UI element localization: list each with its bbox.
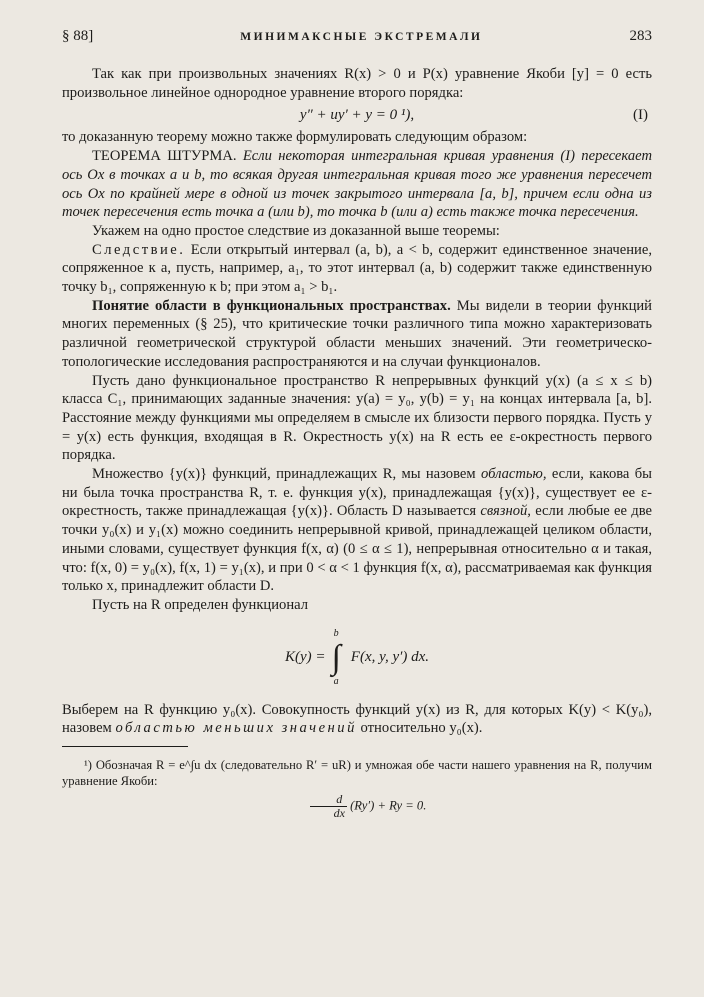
- frac-numerator: d: [336, 792, 343, 807]
- paragraph-lesser-values: [62, 701, 652, 738]
- theorem-statement: Если некоторая интегральная кривая уравнения (I) пересекает ось Ox в точках a и b, то всякая другая интегральная кривая того же уравнения пересечет ось Ox по крайней мере в одной из точек закрытого интервала [a, b], причем если одна из точек пересечения есть точка a (или b), то точка b (или a) есть также точка пересечения.: [62, 148, 652, 221]
- formula-body: y″ + uy′ + y = 0 ¹),: [299, 107, 415, 124]
- integral-symbol: ∫: [331, 638, 341, 676]
- paragraph-restate: то доказанную теорему можно также формулировать следующим образом:: [62, 129, 528, 146]
- footnote-equation-body: (Ry′) + Ry = 0.: [350, 798, 427, 813]
- lower-limit: a: [333, 675, 339, 687]
- integral-sign: [331, 628, 340, 688]
- term-lesser-values: областью меньших значений: [115, 720, 357, 737]
- region-def-part3: если любые ее две точки y₀(x) и y₁(x) можно соединить непрерывной кривой, принадлежащей целиком области, иными словами, существует функция f(x, α) (0 ≤ α ≤ 1), непрерывная относительно α и такая, что: f(x, 0) = y₀(x), f(x, 1) = y₁(x), и при 0 < α < 1 функция f(x, α), рассматриваемая как функция только x, принадлежит области D.: [62, 503, 652, 595]
- integrand: F(x, y, y′) dx.: [350, 649, 430, 666]
- body-text: [62, 65, 652, 738]
- paragraph-corollary-intro: Укажем на одно простое следствие из доказанной выше теоремы:: [92, 222, 500, 239]
- theorem-title: ТЕОРЕМА ШТУРМА.: [92, 148, 237, 165]
- page-number: 283: [629, 28, 652, 44]
- paragraph-function-space: Пусть дано функциональное пространство R непрерывных функций y(x) (a ≤ x ≤ b) класса C₁, принимающих заданные значения: y(a) = y₀, y(b) = y₁ на концах интервала [a, b]. Расстояние между функциями мы определяем в смысле их близости первого порядка. Пусть y = y(x) есть функция, входящая в R. Окрестность y(x) на R есть ее ε-окрестность первого порядка.: [62, 372, 652, 464]
- lesser-values-part1: Выберем на R функцию y₀(x). Совокупность функций y(x) из R, для которых K(y) < K(y₀), назовем: [62, 701, 652, 737]
- theorem-sturm: [62, 147, 652, 222]
- corollary: [62, 241, 652, 297]
- section-domain: [62, 297, 652, 372]
- term-region: областью,: [480, 466, 547, 483]
- section-heading: Понятие области в функциональных пространствах.: [92, 297, 451, 314]
- footnote-divider: [62, 746, 188, 747]
- footnote: [62, 757, 652, 820]
- paragraph-region-def: [62, 465, 652, 596]
- region-def-part2: если, какова бы ни была точка пространства R, т. е. функция y(x), принадлежащая {y(x)}, существует ее ε-окрестность, также принадлежащая {y(x)}. Область D называется: [62, 466, 652, 520]
- section-body: Мы видели в теории функций многих переменных (§ 25), что критические точки различного типа можно характеризовать различной геометрической структурой области меньших значений. Эти геометрическо-топологические исследования распространяются и на случаи функционалов.: [62, 297, 652, 370]
- frac-denominator: dx: [310, 806, 347, 820]
- footnote-equation: [62, 793, 652, 820]
- lesser-values-part2: относительно y₀(x).: [360, 720, 483, 737]
- footnote-text: ¹) Обозначая R = e^∫u dx (следовательно R′ = uR) и умножая обе части нашего уравнения на R, получим уравнение Якоби:: [62, 758, 652, 789]
- running-title: МИНИМАКСНЫЕ ЭКСТРЕМАЛИ: [240, 31, 483, 43]
- corollary-title: Следствие.: [92, 241, 186, 258]
- term-connected: связной,: [480, 503, 531, 520]
- upper-limit: b: [333, 627, 339, 639]
- paragraph-intro: Так как при произвольных значениях R(x) > 0 и P(x) уравнение Якоби [y] = 0 есть произвольное линейное однородное уравнение второго порядка:: [62, 66, 652, 101]
- formula-jacobi: [62, 102, 652, 128]
- paragraph-functional: Пусть на R определен функционал: [92, 596, 309, 613]
- region-def-part1: Множество {y(x)} функций, принадлежащих R, мы назовем: [92, 466, 476, 483]
- page-header: [62, 28, 652, 45]
- section-ref: § 88]: [62, 28, 94, 44]
- corollary-statement: Если открытый интервал (a, b), a < b, содержит единственное значение, сопряженное к a, пусть, например, a₁, то этот интервал (a, b) содержит также единственную точку b₁, сопряженную к b; при этом a₁ > b₁.: [62, 241, 652, 296]
- integral-lhs: K(y) =: [284, 649, 326, 666]
- formula-number: (I): [633, 107, 648, 124]
- integral-formula: [62, 615, 652, 701]
- derivative-fraction: [310, 793, 347, 820]
